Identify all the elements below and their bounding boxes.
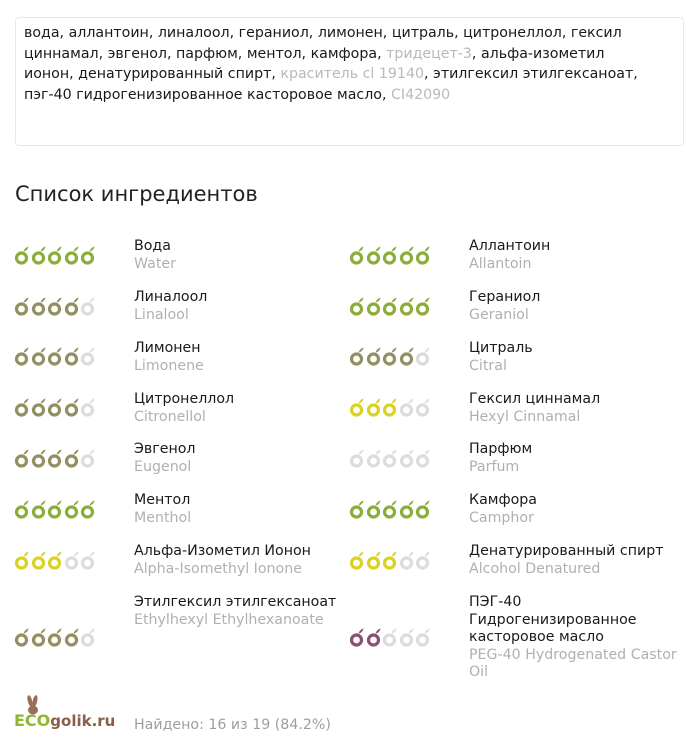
rating-drop-icon: [349, 397, 365, 417]
rating-drop-icon: [80, 245, 96, 265]
composition-item: ментол: [246, 45, 302, 62]
rating-drop-icon: [80, 550, 96, 570]
ingredient-name-en: Ethylhexyl Ethylhexanoate: [134, 611, 324, 628]
composition-separator: ,: [271, 66, 281, 83]
rating-drop-icon: [64, 448, 80, 468]
rating-drop-icon: [399, 448, 415, 468]
rating-drop-icon: [80, 346, 96, 366]
rating-drop-icon: [382, 627, 398, 647]
composition-item: денатурированный спирт: [78, 66, 272, 83]
rating-drop-icon: [415, 346, 431, 366]
composition-separator: ,: [237, 45, 247, 62]
composition-item: этилгексил этилгексаноат: [433, 66, 634, 83]
ingredient-name-en: Menthol: [134, 509, 192, 526]
rating-drop-icon: [415, 448, 431, 468]
rating-drop-icon: [382, 397, 398, 417]
ingredient-name-ru: Цитраль: [469, 340, 533, 356]
composition-item: тридецет-3: [386, 45, 472, 62]
rating-drop-icon: [14, 499, 30, 519]
composition-separator: ,: [166, 45, 177, 62]
ingredient-name-ru: Гераниол: [469, 289, 541, 305]
rating-drop-icon: [366, 448, 382, 468]
rating-drop-icon: [64, 627, 80, 647]
composition-item: эвгенол: [107, 45, 167, 62]
safety-rating: [349, 346, 431, 366]
rating-drop-icon: [31, 346, 47, 366]
rating-drop-icon: [14, 397, 30, 417]
ingredient-name-en: Eugenol: [134, 458, 192, 475]
composition-separator: ,: [59, 25, 69, 41]
composition-separator: ,: [381, 86, 391, 103]
ingredients-heading: Список ингредиентов: [15, 182, 258, 206]
rating-drop-icon: [399, 499, 415, 519]
ingredient-name-ru: Аллантоин: [469, 238, 551, 254]
composition-item: лимонен: [317, 25, 383, 41]
rating-drop-icon: [382, 550, 398, 570]
ingredient-name-ru: Денатурированный спирт: [469, 543, 664, 559]
rating-drop-icon: [366, 296, 382, 316]
rating-drop-icon: [349, 346, 365, 366]
rating-drop-icon: [47, 627, 63, 647]
rating-drop-icon: [349, 499, 365, 519]
safety-rating: [14, 346, 96, 366]
composition-separator: ,: [382, 25, 392, 41]
ingredient-name-en: PEG-40 Hydrogenated Castor Oil: [469, 646, 677, 680]
rating-drop-icon: [366, 245, 382, 265]
ingredient-name-ru: Линалоол: [134, 289, 208, 305]
rating-drop-icon: [415, 550, 431, 570]
rating-drop-icon: [349, 448, 365, 468]
rating-drop-icon: [31, 448, 47, 468]
rating-drop-icon: [47, 397, 63, 417]
safety-rating: [349, 296, 431, 316]
rating-drop-icon: [399, 550, 415, 570]
rating-drop-icon: [80, 296, 96, 316]
safety-rating: [349, 499, 431, 519]
composition-item: линалоол: [157, 25, 230, 41]
rating-drop-icon: [349, 296, 365, 316]
ingredient-name-en: Hexyl Cinnamal: [469, 408, 581, 425]
safety-rating: [14, 499, 96, 519]
safety-rating: [349, 448, 431, 468]
safety-rating: [349, 550, 431, 570]
rating-drop-icon: [349, 245, 365, 265]
safety-rating: [349, 627, 431, 647]
rating-drop-icon: [14, 296, 30, 316]
safety-rating: [349, 245, 431, 265]
ingredient-name-ru: Вода: [134, 238, 171, 254]
composition-separator: ,: [301, 45, 311, 62]
rating-drop-icon: [14, 627, 30, 647]
ingredient-name-en: Alcohol Denatured: [469, 560, 601, 577]
rating-drop-icon: [366, 499, 382, 519]
ingredient-name-en: Linalool: [134, 306, 189, 323]
rating-drop-icon: [415, 499, 431, 519]
rating-drop-icon: [415, 296, 431, 316]
ingredient-name-en: Allantoin: [469, 255, 532, 272]
rating-drop-icon: [47, 550, 63, 570]
rating-drop-icon: [31, 550, 47, 570]
composition-separator: ,: [98, 45, 108, 62]
ingredient-name-en: Geraniol: [469, 306, 529, 323]
composition-text: [24, 23, 654, 105]
ingredient-name-en: Limonene: [134, 357, 204, 374]
ingredient-name-ru: ПЭГ-40 Гидрогенизированное касторовое масло: [469, 594, 637, 645]
rating-drop-icon: [64, 397, 80, 417]
rating-drop-icon: [366, 346, 382, 366]
composition-item: CI42090: [390, 86, 451, 103]
ingredient-name-ru: Гексил циннамал: [469, 391, 601, 407]
rating-drop-icon: [80, 627, 96, 647]
rating-drop-icon: [31, 627, 47, 647]
ecogolik-logo[interactable]: [14, 697, 124, 737]
composition-separator: ,: [148, 25, 158, 41]
composition-separator: ,: [633, 66, 638, 83]
rating-drop-icon: [47, 499, 63, 519]
rating-drop-icon: [47, 346, 63, 366]
rating-drop-icon: [31, 397, 47, 417]
ingredient-name-ru: Альфа-Изометил Ионон: [134, 543, 311, 559]
rating-drop-icon: [399, 296, 415, 316]
rating-drop-icon: [415, 245, 431, 265]
composition-item: гексил циннамал: [24, 25, 622, 62]
composition-item: альфа-изометил ионон: [24, 45, 605, 83]
rating-drop-icon: [399, 397, 415, 417]
composition-item: аллантоин: [68, 25, 149, 41]
composition-item: вода: [24, 25, 60, 41]
ingredient-name-en: Water: [134, 255, 176, 272]
rating-drop-icon: [47, 245, 63, 265]
safety-rating: [14, 550, 96, 570]
ingredient-name-ru: Ментол: [134, 492, 191, 508]
composition-item: камфора: [310, 45, 378, 62]
rating-drop-icon: [399, 627, 415, 647]
rating-drop-icon: [382, 448, 398, 468]
rating-drop-icon: [14, 245, 30, 265]
composition-separator: ,: [454, 25, 464, 41]
safety-rating: [14, 627, 96, 647]
rating-drop-icon: [47, 296, 63, 316]
rating-drop-icon: [64, 245, 80, 265]
rating-drop-icon: [64, 499, 80, 519]
rating-drop-icon: [31, 499, 47, 519]
composition-item: краситель cl 19140: [280, 66, 424, 83]
safety-rating: [14, 296, 96, 316]
composition-separator: ,: [471, 45, 481, 62]
composition-item: цитронеллол: [463, 25, 562, 41]
rating-drop-icon: [382, 245, 398, 265]
rating-drop-icon: [14, 346, 30, 366]
rating-drop-icon: [31, 296, 47, 316]
rating-drop-icon: [382, 346, 398, 366]
composition-item: парфюм: [176, 45, 238, 62]
ingredient-name-ru: Камфора: [469, 492, 537, 508]
composition-separator: ,: [308, 25, 318, 41]
logo-eco-text: ECO: [14, 711, 51, 730]
rating-drop-icon: [64, 550, 80, 570]
rating-drop-icon: [382, 296, 398, 316]
composition-separator: ,: [424, 66, 434, 83]
logo-golik-text: golik.ru: [50, 712, 116, 730]
rating-drop-icon: [14, 550, 30, 570]
rating-drop-icon: [349, 550, 365, 570]
rating-drop-icon: [415, 397, 431, 417]
rating-drop-icon: [80, 499, 96, 519]
ingredient-name-ru: Лимонен: [134, 340, 201, 356]
rating-drop-icon: [80, 448, 96, 468]
composition-item: пэг-40 гидрогенизированное касторовое масло: [24, 86, 382, 103]
ingredient-name-en: Citral: [469, 357, 507, 374]
rating-drop-icon: [47, 448, 63, 468]
safety-rating: [14, 397, 96, 417]
composition-separator: ,: [229, 25, 239, 41]
safety-rating: [14, 245, 96, 265]
composition-separator: ,: [69, 66, 79, 83]
rating-drop-icon: [399, 245, 415, 265]
composition-item: цитраль: [391, 25, 455, 41]
rating-drop-icon: [80, 397, 96, 417]
rating-drop-icon: [349, 627, 365, 647]
ingredient-name-en: Alpha-Isomethyl Ionone: [134, 560, 302, 577]
ingredient-name-en: Parfum: [469, 458, 520, 475]
safety-rating: [349, 397, 431, 417]
rating-drop-icon: [382, 499, 398, 519]
rating-drop-icon: [14, 448, 30, 468]
rating-drop-icon: [366, 550, 382, 570]
composition-item: гераниол: [238, 25, 309, 41]
ingredient-name-en: Citronellol: [134, 408, 206, 425]
rating-drop-icon: [415, 627, 431, 647]
ingredient-name-ru: Цитронеллол: [134, 391, 235, 407]
rating-drop-icon: [366, 397, 382, 417]
safety-rating: [14, 448, 96, 468]
found-summary: Найдено: 16 из 19 (84.2%): [134, 717, 331, 733]
ingredient-name-ru: Эвгенол: [134, 441, 196, 457]
rating-drop-icon: [64, 296, 80, 316]
rating-drop-icon: [31, 245, 47, 265]
ingredient-name-ru: Парфюм: [469, 441, 533, 457]
composition-separator: ,: [377, 45, 387, 62]
rating-drop-icon: [64, 346, 80, 366]
rating-drop-icon: [366, 627, 382, 647]
composition-separator: ,: [561, 25, 571, 41]
rating-drop-icon: [399, 346, 415, 366]
ingredient-name-en: Camphor: [469, 509, 534, 526]
ingredient-name-ru: Этилгексил этилгексаноат: [134, 594, 337, 610]
